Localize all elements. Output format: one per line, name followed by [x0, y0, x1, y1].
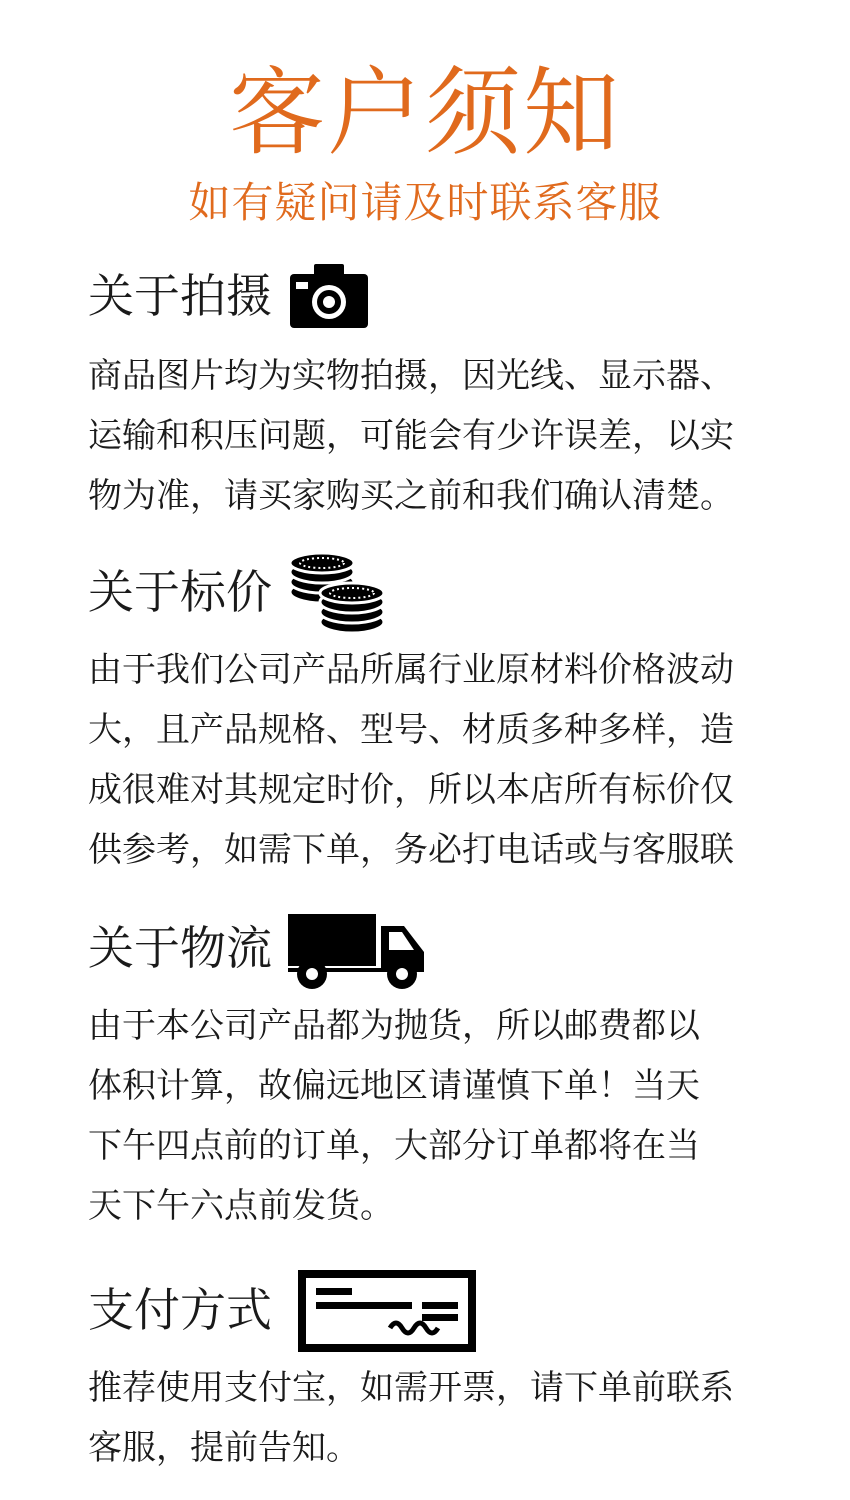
section-heading-logistics: 关于物流 — [88, 921, 272, 975]
text-line: 推荐使用支付宝，如需开票，请下单前联系 — [88, 1368, 734, 1408]
text-line: 天下午六点前发货。 — [88, 1186, 394, 1226]
text-line: 由于我们公司产品所属行业原材料价格波动 — [88, 650, 734, 690]
text-line: 商品图片均为实物拍摄，因光线、显示器、 — [88, 356, 734, 396]
text-line: 由于本公司产品都为抛货，所以邮费都以 — [88, 1006, 700, 1046]
page-subtitle: 如有疑问请及时联系客服 — [188, 178, 662, 227]
check-icon — [298, 1270, 476, 1356]
section-text-photography — [88, 346, 778, 526]
section-heading-payment: 支付方式 — [88, 1283, 272, 1337]
text-line: 成很难对其规定时价，所以本店所有标价仅 — [88, 770, 734, 810]
coins-icon — [288, 552, 386, 640]
section-text-payment — [88, 1358, 778, 1478]
text-line: 体积计算，故偏远地区请谨慎下单！当天 — [88, 1066, 700, 1106]
truck-icon — [288, 910, 428, 996]
text-line: 物为准，请买家购买之前和我们确认清楚。 — [88, 476, 734, 516]
text-line: 大，且产品规格、型号、材质多种多样，造 — [88, 710, 734, 750]
text-line: 运输和积压问题，可能会有少许误差，以实 — [88, 416, 734, 456]
section-heading-photography: 关于拍摄 — [88, 269, 272, 323]
text-line: 供参考，如需下单，务必打电话或与客服联 — [88, 830, 734, 870]
section-text-logistics — [88, 996, 778, 1236]
text-line: 下午四点前的订单，大部分订单都将在当 — [88, 1126, 700, 1166]
section-text-pricing — [88, 640, 778, 880]
text-line: 客服，提前告知。 — [88, 1428, 360, 1468]
page-title: 客户须知 — [229, 57, 621, 169]
section-heading-pricing: 关于标价 — [88, 565, 272, 619]
camera-icon — [290, 264, 368, 332]
